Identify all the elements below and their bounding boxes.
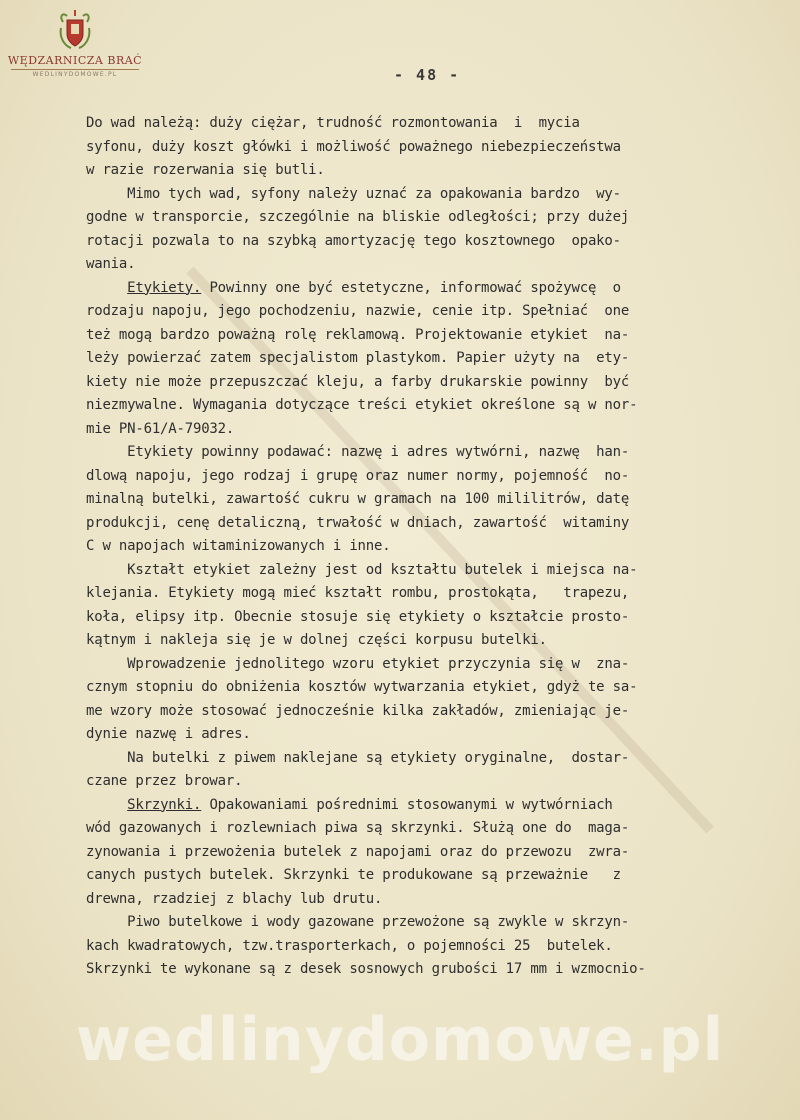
line-text: C w napojach witaminizowanych i inne.: [86, 538, 391, 554]
logo-subtitle: WEDLINYDOMOWE.PL: [32, 71, 118, 78]
text-line: [86, 371, 794, 395]
text-line: [86, 559, 794, 583]
line-text: minalną butelki, zawartość cukru w gramach na 100 mililitrów, datę: [86, 491, 630, 507]
page-number: - 48 -: [394, 66, 461, 84]
text-line: [86, 911, 794, 935]
site-logo[interactable]: [0, 8, 150, 98]
line-text: klejania. Etykiety mogą mieć kształt rombu, prostokąta, trapezu,: [86, 585, 630, 601]
text-line: [86, 206, 794, 230]
line-text: mie PN-61/A-79032.: [86, 420, 235, 437]
crest-icon: [55, 8, 95, 52]
line-text: me wzory może stosować jednocześnie kilka zakładów, zmieniając je-: [86, 702, 630, 719]
text-line: [86, 465, 794, 489]
line-text: Wprowadzenie jednolitego wzoru etykiet przyczynia się w zna-: [86, 655, 630, 672]
text-line: [86, 676, 794, 700]
line-text: koła, elipsy itp. Obecnie stosuje się etykiety o kształcie prosto-: [86, 608, 630, 625]
text-line: [86, 841, 794, 865]
text-line: [86, 723, 794, 747]
text-line: [86, 817, 794, 841]
line-text: kątnym i nakleja się je w dolnej części korpusu butelki.: [86, 632, 547, 648]
section-heading: Etykiety.: [127, 279, 202, 296]
line-text: rotacji pozwala to na szybką amortyzację tego kosztownego opako-: [86, 232, 621, 249]
text-line: [86, 770, 794, 794]
logo-divider: [11, 69, 139, 70]
line-text: wód gazowanych i rozlewniach piwa są skrzynki. Służą one do maga-: [86, 820, 630, 836]
text-line: [86, 230, 794, 254]
line-text: canych pustych butelek. Skrzynki te produkowane są przeważnie z: [86, 867, 621, 883]
text-line: [86, 394, 794, 418]
line-text: leży powierzać zatem specjalistom plastykom. Papier użyty na ety-: [86, 350, 630, 366]
line-text: Do wad należą: duży ciężar, trudność rozmontowania i mycia: [86, 115, 580, 131]
line-text: kach kwadratowych, tzw.trasporterkach, o pojemności 25 butelek.: [86, 937, 613, 954]
line-text: drewna, rzadziej z blachy lub drutu.: [86, 890, 383, 907]
section-heading: Skrzynki.: [127, 796, 202, 813]
line-text: niezmywalne. Wymagania dotyczące treści etykiet określone są w nor-: [86, 397, 638, 413]
logo-brand: WĘDZARNICZA BRAĆ: [7, 54, 143, 67]
line-text: syfonu, duży koszt główki i możliwość poważnego niebezpieczeństwa: [86, 138, 621, 155]
text-line: [86, 418, 794, 442]
text-line: [86, 958, 794, 982]
text-line: [86, 512, 794, 536]
text-line: [86, 159, 794, 183]
line-text: dynie nazwę i adres.: [86, 726, 251, 742]
text-line: [86, 888, 794, 912]
document-body: [86, 112, 794, 982]
text-line: [86, 324, 794, 348]
line-text: Powinny one być estetyczne, informować spożywcę o: [201, 279, 621, 296]
text-line: [86, 347, 794, 371]
text-line: [86, 253, 794, 277]
line-text: Piwo butelkowe i wody gazowane przewożone są zwykle w skrzyn-: [86, 914, 630, 930]
text-line: [86, 582, 794, 606]
line-text: Skrzynki te wykonane są z desek sosnowych grubości 17 mm i wzmocnio-: [86, 961, 646, 977]
text-line: [86, 488, 794, 512]
text-line: [86, 700, 794, 724]
text-line: [86, 747, 794, 771]
text-line: [86, 935, 794, 959]
line-text: zynowania i przewożenia butelek z napojami oraz do przewozu zwra-: [86, 843, 630, 860]
line-text: Opakowaniami pośrednimi stosowanymi w wytwórniach: [201, 796, 613, 813]
line-text: produkcji, cenę detaliczną, trwałość w dniach, zawartość witaminy: [86, 514, 630, 531]
text-line: [86, 535, 794, 559]
text-line: [86, 136, 794, 160]
text-line: [86, 606, 794, 630]
text-line: [86, 864, 794, 888]
text-line: [86, 653, 794, 677]
line-text: dlową napoju, jego rodzaj i grupę oraz numer normy, pojemność no-: [86, 467, 630, 484]
line-text: też mogą bardzo poważną rolę reklamową. Projektowanie etykiet na-: [86, 326, 630, 343]
line-text: Kształt etykiet zależny jest od kształtu butelek i miejsca na-: [86, 561, 638, 578]
line-text: cznym stopniu do obniżenia kosztów wytwarzania etykiet, gdyż te sa-: [86, 679, 638, 695]
text-line: [86, 112, 794, 136]
text-line: [86, 441, 794, 465]
line-text: rodzaju napoju, jego pochodzeniu, nazwie, cenie itp. Spełniać one: [86, 303, 630, 319]
text-line: [86, 794, 794, 818]
text-line: [86, 183, 794, 207]
line-text: w razie rozerwania się butli.: [86, 162, 325, 178]
text-line: [86, 629, 794, 653]
line-text: wania.: [86, 256, 136, 272]
site-watermark: wedlinydomowe.pl: [75, 1005, 725, 1075]
line-text: godne w transporcie, szczególnie na bliskie odległości; przy dużej: [86, 209, 630, 225]
line-text: czane przez browar.: [86, 773, 243, 789]
text-line: [86, 277, 794, 301]
line-text: Mimo tych wad, syfony należy uznać za opakowania bardzo wy-: [86, 185, 621, 202]
text-line: [86, 300, 794, 324]
line-text: Etykiety powinny podawać: nazwę i adres wytwórni, nazwę han-: [86, 444, 630, 460]
line-text: Na butelki z piwem naklejane są etykiety oryginalne, dostar-: [86, 749, 630, 766]
line-text: kiety nie może przepuszczać kleju, a farby drukarskie powinny być: [86, 373, 630, 390]
